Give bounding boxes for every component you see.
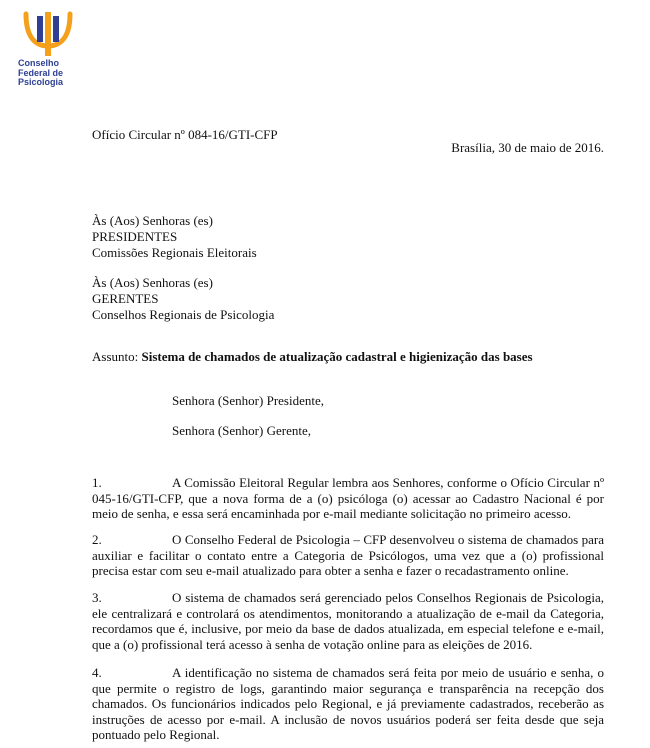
- letter-reference: Ofício Circular nº 084-16/GTI-CFP: [92, 127, 278, 142]
- paragraph-text: A identificação no sistema de chamados será feita por meio de usuário e senha, o que permite o registro de logs, garantindo maior segurança e transparência na recepção dos chamados. Os funcionários indicados pelo Regional, e já previamente cadastrados, receberão as instruções de acesso por e-mail. A inclusão de novos usuários poderá ser feita desde que seja pontuado pelo Regional.: [92, 665, 604, 742]
- recipient-salutation: Às (Aos) Senhoras (es): [92, 275, 213, 290]
- logo-line-2: Federal de: [18, 67, 64, 78]
- recipient-block-presidents: [92, 213, 257, 261]
- psi-logo-icon: [22, 10, 74, 58]
- recipient-title: PRESIDENTES: [92, 229, 178, 244]
- logo-line-1: Conselho: [18, 58, 60, 68]
- paragraph-text: O Conselho Federal de Psicologia – CFP desenvolveu o sistema de chamados para auxiliar e facilitar o contato entre a Categoria de Psicólogos, uma vez que a (o) profissional precisa estar com seu e-mail atualizado para obter a senha e fazer o recadastramento online.: [92, 532, 604, 578]
- paragraph-text: A Comissão Eleitoral Regular lembra aos Senhores, conforme o Ofício Circular nº 045-16/GTI-CFP, que a nova forma de a (o) psicóloga (o) acessar ao Cadastro Nacional é por meio de senha, e essa será encaminhada por e-mail mediante solicitação no primeiro acesso.: [92, 475, 604, 521]
- recipient-organization: Conselhos Regionais de Psicologia: [92, 307, 275, 322]
- letter-date: Brasília, 30 de maio de 2016.: [451, 140, 604, 155]
- paragraph-4: [92, 665, 604, 743]
- paragraph-number: 3.: [92, 590, 102, 605]
- paragraph-number: 4.: [92, 665, 102, 680]
- salutation-president: Senhora (Senhor) Presidente,: [172, 393, 324, 408]
- recipient-title: GERENTES: [92, 291, 159, 306]
- recipient-block-managers: [92, 275, 274, 323]
- recipient-salutation: Às (Aos) Senhoras (es): [92, 213, 213, 228]
- subject-label: Assunto:: [92, 349, 139, 364]
- cfp-logo: [18, 10, 76, 88]
- paragraph-text: O sistema de chamados será gerenciado pelos Conselhos Regionais de Psicologia, ele centralizará e controlará os atendimentos, monitorando a atualização de e-mail da Categoria, recordamos que é, inclusive, por meio da base de dados atualizada, em especial telefone e e-mail, que a (o) profissional terá acesso à senha de votação online para as eleições de 2016.: [92, 590, 604, 652]
- paragraph-1: [92, 475, 604, 522]
- logo-line-3: Psicologia: [18, 77, 64, 87]
- logo-wordmark: [18, 59, 76, 88]
- letter-subject: [92, 349, 533, 365]
- paragraph-2: [92, 532, 604, 579]
- paragraph-number: 2.: [92, 532, 102, 547]
- paragraph-3: [92, 590, 604, 652]
- recipient-organization: Comissões Regionais Eleitorais: [92, 245, 257, 260]
- paragraph-number: 1.: [92, 475, 102, 490]
- salutation-manager: Senhora (Senhor) Gerente,: [172, 423, 311, 438]
- subject-text: Sistema de chamados de atualização cadastral e higienização das bases: [141, 349, 533, 364]
